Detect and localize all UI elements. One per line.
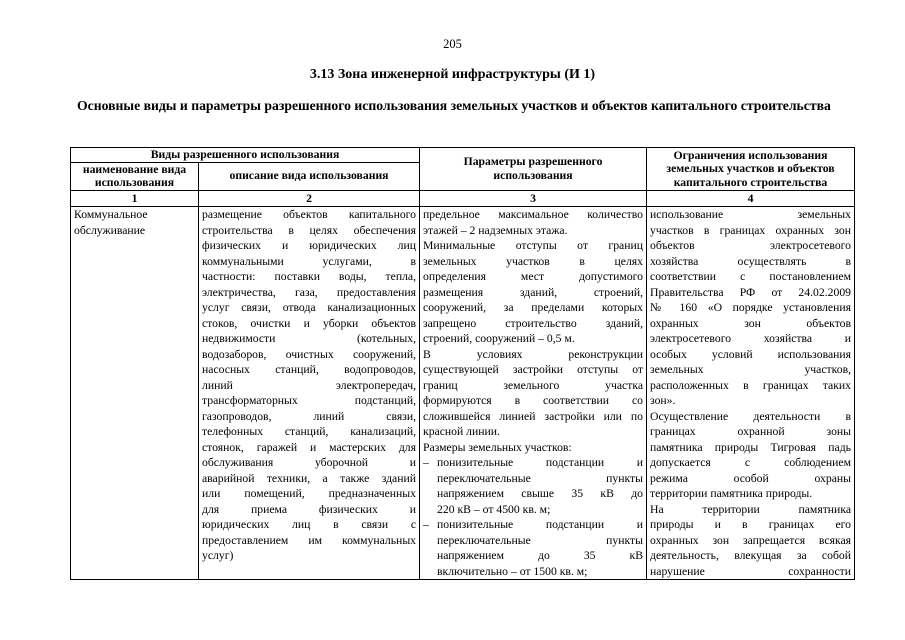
column-number: 2 <box>199 190 420 207</box>
params-line: Размеры земельных участков: <box>423 440 572 454</box>
description-line: линий электропередач, <box>202 378 417 392</box>
params-line: сложившейся линией застройки или по <box>423 409 644 423</box>
column-number-row <box>71 190 855 207</box>
params-list-line: понизительные подстанции и <box>437 456 644 469</box>
limits-line: режима особой охраны <box>650 471 852 485</box>
limits-line: объектов электросетевого <box>650 239 852 252</box>
params-line: существующей застройки отступы от <box>423 363 644 376</box>
header-params: Параметры разрешенного использования <box>420 148 647 191</box>
description-line: юридических лиц в связи с <box>202 518 417 531</box>
params-line: В условиях реконструкции <box>423 347 644 361</box>
limits-line: земельных участков, <box>650 363 852 376</box>
params-list-text <box>437 455 643 517</box>
params-line: запрещено строительство зданий, <box>423 316 644 330</box>
limits-line: участков в границах охранных зон <box>650 223 852 237</box>
section-title: 3.13 Зона инженерной инфраструктуры (И 1) <box>309 67 596 82</box>
limits-line: № 160 «О порядке установления <box>650 301 852 314</box>
description-line: трансформаторных подстанций, <box>202 394 417 407</box>
limits-line: Правительства РФ от 24.02.2009 <box>650 285 852 299</box>
limits-line: хозяйства осуществлять в <box>650 254 852 268</box>
params-line: красной линии. <box>423 425 500 438</box>
params-line: земельных участков в целях <box>423 254 644 268</box>
dash-marker: – <box>423 518 429 531</box>
description-line: телефонных станций, канализаций, <box>202 425 417 438</box>
header-row-1 <box>71 148 855 163</box>
params-line: Минимальные отступы от границ <box>423 239 644 252</box>
params-line: границ земельного участка <box>423 378 644 392</box>
description-line: или помещений, предназначенных <box>202 487 417 500</box>
description-line: для приема физических и <box>202 502 417 516</box>
params-line: этажей – 2 надземных этажа. <box>423 223 568 237</box>
params-line: размещения зданий, строений, <box>423 285 644 299</box>
header-limits: Ограничения использования земельных участков и объектов капитального строительства <box>647 148 855 191</box>
params-list-line: напряжением свыше 35 кВ до <box>437 487 644 500</box>
params-list-item <box>423 455 643 517</box>
description-line: частности: поставки воды, тепла, <box>202 270 417 283</box>
limits-line: границах охранной зоны <box>650 425 852 438</box>
limits-line: соответствии с постановлением <box>650 270 852 283</box>
limits-line: расположенных в границах таких <box>650 378 852 392</box>
limits-line: деятельность, влекущая за собой <box>650 549 852 562</box>
limits-line: природы и в границах его <box>650 518 852 531</box>
params-line: предельное максимальное количество <box>423 208 644 221</box>
column-number: 1 <box>71 190 199 207</box>
params-cell <box>420 207 647 580</box>
description-line: стоков, очистки и уборки объектов <box>202 316 417 330</box>
params-line: сооружений, за пределами которых <box>423 301 644 314</box>
table-row <box>71 207 855 580</box>
limits-line: охранных зон объектов <box>650 316 852 330</box>
limits-line: территории памятника природы. <box>650 487 813 500</box>
limits-line: охранных зон запрещается всякая <box>650 533 852 547</box>
limits-line: Осуществление деятельности в <box>650 409 852 423</box>
params-list-text <box>437 517 643 579</box>
description-line: электричества, газа, предоставления <box>202 285 417 299</box>
params-line: формируются в соответствии со <box>423 394 644 407</box>
header-use-name: наименование вида использования <box>71 162 199 190</box>
description-line: физических и юридических лиц <box>202 239 417 252</box>
description-line: стоянок, гаражей и мастерских для <box>202 440 417 454</box>
description-line: строительства в целях обеспечения <box>202 223 417 237</box>
dash-marker: – <box>423 456 429 469</box>
description-line: газопроводов, линий связи, <box>202 409 417 423</box>
params-list-line: переключательные пункты <box>437 471 644 485</box>
params-list-line: включительно – от 1500 кв. м; <box>437 564 588 578</box>
column-number: 4 <box>647 190 855 207</box>
params-line: определения мест допустимого <box>423 270 644 283</box>
limits-line: зон». <box>650 394 676 407</box>
limits-line: памятника природы Тигровая падь <box>650 440 852 454</box>
params-list-item <box>423 517 643 579</box>
description-line: водозаборов, очистных сооружений, <box>202 347 417 361</box>
limits-line: На территории памятника <box>650 502 852 516</box>
params-list-line: переключательные пункты <box>437 533 644 547</box>
params-list-line: понизительные подстанции и <box>437 518 644 531</box>
limits-line: особых условий использования <box>650 347 852 361</box>
limits-line: использование земельных <box>650 208 852 221</box>
use-description-cell <box>199 207 420 580</box>
description-line: насосных станций, водопроводов, <box>202 363 417 376</box>
column-number: 3 <box>420 190 647 207</box>
page-number: 205 <box>443 37 462 51</box>
use-name-text: Коммунальное обслуживание <box>74 208 148 237</box>
params-list-line: 220 кВ – от 4500 кв. м; <box>437 502 551 516</box>
limits-line: электросетевого хозяйства и <box>650 332 852 345</box>
description-line: услуг) <box>202 549 234 562</box>
document-heading: Основные виды и параметры разрешенного использования земельных участков и объектов капитального строительства <box>77 98 831 113</box>
limits-cell <box>647 207 855 580</box>
params-line: строений, сооружений – 0,5 м. <box>423 332 575 345</box>
header-use-types: Виды разрешенного использования <box>71 148 420 163</box>
description-line: обслуживания уборочной и <box>202 456 417 469</box>
description-line: коммунальными услугами, в <box>202 254 417 268</box>
header-use-description: описание вида использования <box>199 162 420 190</box>
description-line: услуг связи, отвода канализационных <box>202 301 417 314</box>
limits-line: нарушение сохранности <box>650 564 852 578</box>
description-line: недвижимости (котельных, <box>202 332 417 345</box>
description-line: аварийной техники, а также зданий <box>202 471 417 485</box>
description-line: размещение объектов капитального <box>202 208 417 221</box>
params-list-line: напряжением до 35 кВ <box>437 549 644 562</box>
land-use-table <box>70 147 855 580</box>
limits-line: допускается с соблюдением <box>650 456 852 469</box>
description-line: предоставлением им коммунальных <box>202 533 417 547</box>
use-name-cell <box>71 207 199 580</box>
